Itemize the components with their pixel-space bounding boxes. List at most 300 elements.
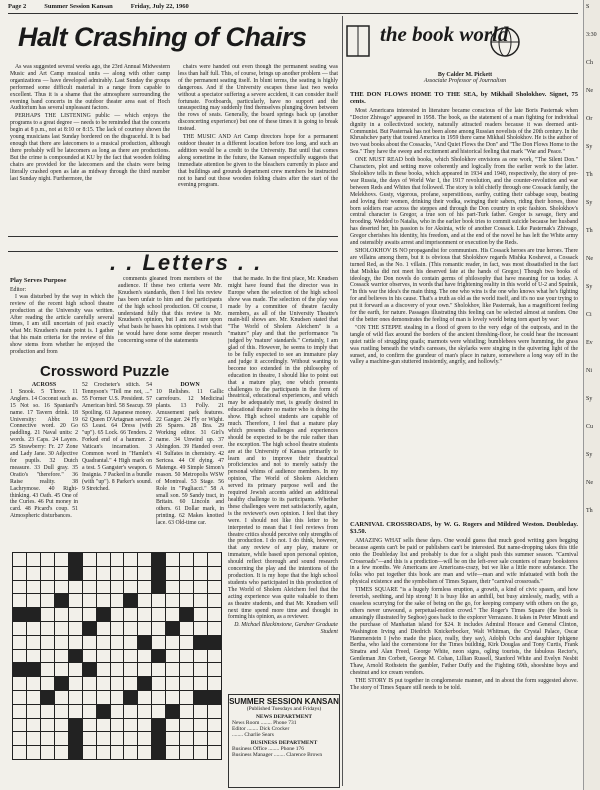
crossword-cell[interactable] bbox=[124, 636, 137, 649]
crossword-cell[interactable] bbox=[180, 636, 193, 649]
crossword-cell[interactable] bbox=[13, 567, 26, 580]
crossword-cell[interactable] bbox=[83, 567, 96, 580]
crossword-cell[interactable] bbox=[124, 581, 137, 594]
crossword-cell[interactable] bbox=[166, 677, 179, 690]
strip-fragment: Ch bbox=[586, 60, 594, 66]
paper-name: Summer Session Kansan bbox=[44, 3, 113, 10]
crossword-cell[interactable] bbox=[124, 705, 137, 718]
review-paragraph: AMAZING WHAT sells these days. One would guess that much good writing goes begging because agents can't be paid or publishers can't be interested. But name-dropping takes this title onto the Doubleday list and probably is due for a slight push this summer season. "Carnival Crossroads"—and this is a prediction—will be on the left-over sale counters of many bookstores in a few months. We Americans are Americans-crazy, but we like a little more substance. The folks who put together this book are man and wife—man and wife infatuated with both the physical existence and the symbolism of Times Square, their "carnival crossroads." bbox=[350, 537, 578, 586]
crossword-cell[interactable] bbox=[41, 636, 54, 649]
crossword-cell[interactable] bbox=[152, 691, 165, 704]
crossword-cell[interactable] bbox=[27, 719, 40, 732]
crossword-cell[interactable] bbox=[41, 677, 54, 690]
letters-title: Letters bbox=[142, 250, 230, 275]
crossword-cell[interactable] bbox=[83, 636, 96, 649]
crossword-cell[interactable] bbox=[180, 677, 193, 690]
letter-column-2 bbox=[118, 276, 222, 362]
crossword-cell[interactable] bbox=[152, 608, 165, 621]
strip-fragment: Sy bbox=[586, 396, 593, 402]
strip-fragment: Th bbox=[586, 508, 593, 514]
crossword-cell[interactable] bbox=[152, 636, 165, 649]
crossword-cell[interactable] bbox=[97, 732, 110, 745]
crossword-cell[interactable] bbox=[124, 553, 137, 566]
crossword-cell[interactable] bbox=[27, 691, 40, 704]
review-paragraph: SHOLOKHOV IS NO propagandist for communism. His Cossack heroes are true heroes. There are villains among them, but it is obvious that Sholokhov regards Mishka Koshevoi, a Cossack turned Red, as the No. 1 villain. (This romantic reader, in fact, was most dissatisfied in the fact that Mishka did not meet his deserved fate at the hands of Gregor.) Though two books of ideology, the Don novels do contain germs of philosophy that have meaning for us today. A Cossack warrior observes, in words that have frightening reality in this world of U-2 and Sputnik, "In this war the idea's the main thing. The one who wins is the one who knows what he's fighting for and believes in his cause. That's a truth as old as the world itself, and it's no use your trying to put it forward as a discovery of your own." Sholokhov, like Pasternak, has a magnificent feeling for the earth, for nature. Passages illustrating this feeling can be selected almost at random. One of the better ones demonstrates the feeling of man is lovely world being torn apart by war: bbox=[350, 247, 578, 323]
crossword-cell[interactable] bbox=[138, 705, 151, 718]
crossword-cell[interactable] bbox=[194, 581, 207, 594]
crossword-cell[interactable] bbox=[55, 650, 68, 663]
strip-fragment: Ne bbox=[586, 480, 593, 486]
crossword-cell[interactable] bbox=[111, 691, 124, 704]
crossword-cell bbox=[69, 553, 82, 566]
across-clues-text-2: 52 Crocheter's stitch. 54 Tennyson's "Tell me not, ..." 55 Former U.S. President. 57 American bird. 58 Seacup. 59 Spoiling. 61 Japanese money. 62 Queen D'Artagnan served. 63 Least. 64 Dress (with "up"). 65 Lock. 66 Tenders. 2 Forked end of a hammer. 2 Vatican's incarnation. 3 Common word in "Hamlet's Quadrantal." 4 High mark on a test. 5 Gangster's weapon. 6 Insignia. 7 Packed in a bundle (with "up"). 8 Parker's sound. 9 Stretched. bbox=[82, 382, 152, 492]
across-heading: ACROSS bbox=[31, 382, 57, 388]
crossword-cell[interactable] bbox=[83, 581, 96, 594]
book-review-2 bbox=[350, 520, 578, 786]
crossword-cell[interactable] bbox=[194, 677, 207, 690]
crossword-cell[interactable] bbox=[208, 608, 221, 621]
crossword-across-clues bbox=[10, 382, 78, 550]
crossword-cell bbox=[152, 746, 165, 759]
crossword-cell[interactable] bbox=[55, 705, 68, 718]
crossword-cell[interactable] bbox=[41, 719, 54, 732]
crossword-cell[interactable] bbox=[124, 677, 137, 690]
crossword-cell[interactable] bbox=[138, 732, 151, 745]
strip-fragment: S bbox=[586, 4, 590, 10]
strip-fragment: Sy bbox=[586, 452, 593, 458]
crossword-across-clues-2 bbox=[82, 382, 152, 550]
crossword-cell[interactable] bbox=[97, 567, 110, 580]
page-masthead bbox=[8, 3, 578, 13]
crossword-down-clues bbox=[156, 382, 224, 550]
crossword-cell[interactable] bbox=[138, 691, 151, 704]
crossword-cell[interactable] bbox=[194, 594, 207, 607]
crossword-cell bbox=[138, 636, 151, 649]
crossword-cell[interactable] bbox=[138, 650, 151, 663]
crossword-cell[interactable] bbox=[194, 650, 207, 663]
crossword-cell[interactable] bbox=[166, 691, 179, 704]
letter-paragraph: I was disturbed by the way in which the review of the recent high school theatre production at the University was written. After reading the article carefully several times, I am still uncertain of just exactly what Mr. Knudsen's main point is. I gather that his main criteria for the review of this show stems from whether he enjoyed the production and from bbox=[10, 293, 114, 356]
crossword-cell bbox=[166, 622, 179, 635]
crossword-cell[interactable] bbox=[124, 719, 137, 732]
crossword-cell bbox=[13, 663, 26, 676]
crossword-cell[interactable] bbox=[13, 553, 26, 566]
crossword-cell[interactable] bbox=[194, 622, 207, 635]
crossword-cell bbox=[55, 677, 68, 690]
crossword-cell[interactable] bbox=[55, 622, 68, 635]
crossword-cell bbox=[180, 608, 193, 621]
letter-paragraph: comments gleaned from members of the audience. If these two criteria were Mr. Knudsen's standards, then I feel his review has been unfair to him and the participants of the high school production. Of course, I understand fully that this review is Mr. Knudsen's opinion, but I am not sure upon what basis he bases his opinions. I wish that he would have done some deeper research concerning some of the statements bbox=[118, 276, 222, 345]
crossword-cell[interactable] bbox=[180, 581, 193, 594]
book-review-1 bbox=[350, 90, 578, 518]
crossword-cell[interactable] bbox=[138, 581, 151, 594]
letter-paragraph: that he made. In the first place, Mr. Knudsen might have found that the director was in Europe when the selection of the high school show was made. The selection of the play was made by a committee of theatre faculty members, as all of the University Theatre's main-bill shows are. Mr. Knudsen stated that "The World of Sholem Aleichem" is a "mature" play and that the performance "is judged by 'mature' standards." Certainly, I am glad of this. However, he seems to imply that to be fully expected to see an immature play and judge it accordingly. Without wanting to become too extended in the philosophy of education in theatre, I should like to point out that a mature play, one which presents challenges to the participants in the form of theatrical, educational experiences, and which may be adequately met, is greatly desired in educational theatre no matter who is doing the show. High school students are capable of much. Therefore, I feel that a mature play which presents challenges and experiences should be expected to be the rule rather than the exception. The high school theatre students are at the University of Kansas primarily to learn and to improve their theatrical proficiencies and not to merely satisfy the personal whims of audience members. In my opinion, The World of Sholem Aleichem served its primary purpose well and the required Jewish accents added an additional healthy challenge to its participants. Whether these challenges were met satisfactorily, again, is the reviewer's own opinion. I feel that they were. I should not like this letter to be interpreted to mean that I feel reviews from theatre critics should perceive only strengths of the production. I do not. I do think, however, that any review of any play, mature or immature, while based upon personal opinion, should reflect thorough and sound research concerning the play and the intentions of the production. It is my hope that the high school students who participated in this production of The World of Sholem Aleichem feel that the acting experience was quite valuable to them as theatre students, and that Mr. Knudsen will next time spend more time and thought in forming his opinion, as a reviewer. bbox=[228, 276, 338, 621]
crossword-cell[interactable] bbox=[27, 581, 40, 594]
crossword-cell[interactable] bbox=[41, 581, 54, 594]
crossword-cell bbox=[97, 705, 110, 718]
crossword-cell[interactable] bbox=[97, 691, 110, 704]
issue-date: Friday, July 22, 1960 bbox=[130, 3, 189, 10]
crossword-cell[interactable] bbox=[111, 594, 124, 607]
crossword-cell[interactable] bbox=[27, 553, 40, 566]
crossword-cell[interactable] bbox=[55, 732, 68, 745]
crossword-cell[interactable] bbox=[124, 746, 137, 759]
crossword-cell[interactable] bbox=[166, 746, 179, 759]
crossword-cell[interactable] bbox=[138, 594, 151, 607]
strip-fragment: Th bbox=[586, 172, 593, 178]
crossword-cell[interactable] bbox=[13, 691, 26, 704]
crossword-cell[interactable] bbox=[55, 636, 68, 649]
crossword-cell[interactable] bbox=[83, 691, 96, 704]
crossword-cell[interactable] bbox=[111, 677, 124, 690]
crossword-cell[interactable] bbox=[208, 719, 221, 732]
crossword-cell[interactable] bbox=[194, 663, 207, 676]
crossword-cell[interactable] bbox=[41, 663, 54, 676]
crossword-cell[interactable] bbox=[208, 581, 221, 594]
crossword-cell bbox=[152, 719, 165, 732]
crossword-cell[interactable] bbox=[27, 594, 40, 607]
crossword-cell bbox=[152, 567, 165, 580]
crossword-cell[interactable] bbox=[41, 705, 54, 718]
strip-fragment: Sy bbox=[586, 200, 593, 206]
crossword-cell[interactable] bbox=[194, 608, 207, 621]
crossword-cell[interactable] bbox=[166, 636, 179, 649]
crossword-cell[interactable] bbox=[180, 746, 193, 759]
news-dept-row: Editor ........ Dick Crocker bbox=[232, 726, 290, 732]
crossword-cell bbox=[152, 581, 165, 594]
crossword-cell[interactable] bbox=[180, 567, 193, 580]
crossword-cell[interactable] bbox=[41, 567, 54, 580]
crossword-cell[interactable] bbox=[111, 581, 124, 594]
crossword-cell bbox=[55, 594, 68, 607]
crossword-cell[interactable] bbox=[180, 663, 193, 676]
crossword-cell[interactable] bbox=[111, 719, 124, 732]
page-number: Page 2 bbox=[8, 3, 27, 10]
crossword-cell[interactable] bbox=[194, 705, 207, 718]
crossword-cell[interactable] bbox=[138, 608, 151, 621]
news-dept-row: News Room ........ Phone 731 bbox=[232, 720, 297, 726]
crossword-cell[interactable] bbox=[13, 705, 26, 718]
crossword-cell[interactable] bbox=[194, 567, 207, 580]
crossword-cell[interactable] bbox=[138, 567, 151, 580]
editorial-paragraph: PERHAPS THE LISTENING public — which enjoys the programs to a great degree — needs to be reminded that the concerts begin at 8 p.m., not at 8:10 or 8:15. The lack of courtesy shown the young musicians last Sunday bordered on the disgraceful. It is bad enough that there are latecomers to a musical production, although there probably will be latecomers as long as there are productions. But the crime is compounded at KU by the fact that wooden folding chairs are provided for the latecomers and the chairs were being literally crashed open as late as midway through the third number last Sunday night. Furthermore, the bbox=[10, 113, 170, 182]
crossword-cell[interactable] bbox=[41, 594, 54, 607]
crossword-cell[interactable] bbox=[83, 608, 96, 621]
crossword-cell[interactable] bbox=[97, 636, 110, 649]
crossword-cell[interactable] bbox=[180, 691, 193, 704]
crossword-cell[interactable] bbox=[180, 719, 193, 732]
crossword-cell[interactable] bbox=[111, 608, 124, 621]
top-rule bbox=[8, 13, 578, 14]
kansan-subtitle: (Published Tuesdays and Fridays) bbox=[246, 706, 322, 712]
adjacent-page-strip bbox=[583, 0, 600, 790]
review-paragraph: ONE MUST READ both books, which Sholokhov envisions as one work, "The Silent Don." Characters, plot and setting move coherently and logically from the earlier work to the latter. Sholokhov tells in these books, which appeared in 1934 and 1940, respectively, the story of pre-war Russia, the days of World War I, the 1917 revolution, and the counter-revolution and war between Reds and Whites that followed. The story is told chiefly through one Cossack family, the Melekhovs. Gusty, vigorous, profane, superstitious, earthy, cutting their cabbage soup, beating and loving their women, drinking their vodka, swinging their sabers, riding their horses, these born soldiers roar across the steppes and through the Don country in epic fashion. Sholokhov's central character is Gregor, a true son of his part-Turk father. Gregor is savage, fiery and brooding. Wedded to Natalia, who in the earlier book tries to commit suicide because her husband has deserted her, his passion is for Aksinia, wife of another Cossack. Like Pasternak's Zhivago, Gregor cherishes his identity, his freedom, and at the end of the novel he has left the White army and ostensibly awaits arrest and imprisonment or execution by the Reds. bbox=[350, 157, 578, 247]
crossword-cell[interactable] bbox=[124, 732, 137, 745]
crossword-cell[interactable] bbox=[27, 705, 40, 718]
strip-fragment: Ne bbox=[586, 88, 593, 94]
crossword-cell[interactable] bbox=[55, 567, 68, 580]
crossword-cell[interactable] bbox=[13, 650, 26, 663]
crossword-cell bbox=[69, 746, 82, 759]
crossword-cell[interactable] bbox=[83, 553, 96, 566]
crossword-cell[interactable] bbox=[97, 663, 110, 676]
crossword-cell[interactable] bbox=[111, 636, 124, 649]
biz-dept-row: Business Office ........ Phone 176 bbox=[232, 746, 305, 752]
strip-fragment: Sy bbox=[586, 144, 593, 150]
review-1-title: THE DON FLOWS HOME TO THE SEA, by Mikhail Sholokhov. Signet, 75 cents. bbox=[350, 91, 578, 105]
crossword-cell[interactable] bbox=[83, 705, 96, 718]
kansan-title: SUMMER SESSION KANSAN bbox=[229, 697, 339, 706]
strip-fragment: Or bbox=[586, 116, 593, 122]
crossword-cell[interactable] bbox=[111, 567, 124, 580]
crossword-cell[interactable] bbox=[138, 746, 151, 759]
crossword-cell[interactable] bbox=[27, 732, 40, 745]
crossword-cell[interactable] bbox=[13, 636, 26, 649]
crossword-cell[interactable] bbox=[55, 553, 68, 566]
crossword-cell[interactable] bbox=[27, 650, 40, 663]
crossword-cell[interactable] bbox=[97, 553, 110, 566]
crossword-cell[interactable] bbox=[208, 567, 221, 580]
crossword-cell[interactable] bbox=[83, 677, 96, 690]
crossword-cell[interactable] bbox=[180, 732, 193, 745]
review-2-title: CARNIVAL CROSSROADS, by W. G. Rogers and Mildred Weston. Doubleday. $3.50. bbox=[350, 521, 578, 535]
crossword-cell[interactable] bbox=[27, 677, 40, 690]
strip-fragment: 3:30 bbox=[586, 32, 597, 38]
crossword-cell[interactable] bbox=[194, 553, 207, 566]
crossword-cell[interactable] bbox=[111, 650, 124, 663]
crossword-cell[interactable] bbox=[41, 553, 54, 566]
crossword-cell bbox=[194, 691, 207, 704]
editorial-paragraph: As was suggested several weeks ago, the 23rd Annual Midwestern Music and Art Camp musical units — along with other camp organizations — have developed admirably. Last Sunday the groups performed some difficult material in a range from capable to excellent. Thus it is a shame that the atmosphere surrounding the evening band concerts in the outdoor theater area east of Hoch Auditorium has several unpleasant factors. bbox=[10, 64, 170, 112]
crossword-cell[interactable] bbox=[83, 594, 96, 607]
crossword-cell[interactable] bbox=[152, 594, 165, 607]
review-paragraph: THE STORY IS put together in conglomerate manner, and in about the form suggested above. The story of Times Square still needs to be told. bbox=[350, 677, 578, 691]
crossword-cell[interactable] bbox=[208, 663, 221, 676]
crossword-cell[interactable] bbox=[27, 622, 40, 635]
crossword-cell[interactable] bbox=[97, 719, 110, 732]
crossword-cell[interactable] bbox=[208, 622, 221, 635]
crossword-cell[interactable] bbox=[111, 663, 124, 676]
crossword-cell[interactable] bbox=[41, 732, 54, 745]
crossword-cell[interactable] bbox=[69, 691, 82, 704]
letters-heading: . . Letters . . bbox=[110, 250, 263, 275]
strip-fragment: Cu bbox=[586, 424, 594, 430]
crossword-cell[interactable] bbox=[69, 705, 82, 718]
crossword-cell[interactable] bbox=[69, 622, 82, 635]
crossword-cell[interactable] bbox=[166, 608, 179, 621]
crossword-cell[interactable] bbox=[55, 608, 68, 621]
review-paragraph: TIMES SQUARE "is a hugely formless eruption, a growth, a kind of civic spasm, and how feverish, seething, and hip strong! It is busy like an anthill, but busy aimlessly, madly, with a ceaseless scurrying for the sake of being on the go, for keeping company with others on the go, others never unwound, a perpetual-motion crowd." The Roger's Times Square (the book is amusingly illustrated by Segboe) goes back to the explorer Verrazano. It takes in Peter Minuit and the purchase of Manhattan island for $24. It includes Admiral Horace and General Clinton, Washington Irving and Diedrich Knickerbocker, Walt Whitman, the Crystal Palace, Oscar Hammerstein I (who made the place, really, they say), Adolph Ochs and daughter Iphigene Bertha, who laid the cornerstone for the Times building, Kirk Douglas and Tony Curtis, Frank Sinatra and Alan Freed, George White, neon signs, ogling tourists, the fabulous Rector's, Gentleman Jim Corbett, George M. Cohan, Lillian Russell, Stanford White and Evelyn Nesbit Thaw, Arnold Rothstein the gambler, Father Duffy and the Fighting 69th, shoeshine boys and chestnut and ice cream vendors. bbox=[350, 587, 578, 677]
strip-fragment: Ni bbox=[586, 368, 592, 374]
crossword-cell[interactable] bbox=[124, 663, 137, 676]
crossword-cell[interactable] bbox=[27, 636, 40, 649]
crossword-cell[interactable] bbox=[69, 663, 82, 676]
crossword-cell[interactable] bbox=[55, 663, 68, 676]
crossword-cell[interactable] bbox=[69, 608, 82, 621]
strip-fragment: Sy bbox=[586, 284, 593, 290]
crossword-cell bbox=[166, 705, 179, 718]
news-dept-heading: NEWS DEPARTMENT bbox=[255, 714, 313, 720]
crossword-cell[interactable] bbox=[97, 746, 110, 759]
byline-name: By Calder M. Pickett bbox=[437, 72, 493, 78]
crossword-cell[interactable] bbox=[83, 650, 96, 663]
editorial-paragraph: chairs were handed out even though the permanent seating was less than half full. This, of course, brings up another problem — that of the permanent seating itself. In blunt terms, the seating is highly dangerous. And if the University escapes these last two weeks without a spectator suffering a severe accident, it can consider itself fortunate. Footboards, particularly, have no support and the unsuspecting may suddenly find themselves plunging down between the rows of seats. Generally, the board springs back up (another disconcerting experience) but one of these times it is going to break instead. bbox=[178, 64, 338, 133]
crossword-cell[interactable] bbox=[152, 622, 165, 635]
crossword-cell bbox=[27, 608, 40, 621]
crossword-cell[interactable] bbox=[41, 608, 54, 621]
book-byline bbox=[390, 72, 540, 84]
crossword-cell[interactable] bbox=[13, 719, 26, 732]
crossword-cell[interactable] bbox=[208, 594, 221, 607]
crossword-cell[interactable] bbox=[97, 622, 110, 635]
across-clues-text: 1 Snook. 5 Throw. 11 Anglers. 14 Coconut such as. 15 Not so. 16 Spaniard's name. 17 Tavern drink. 18 University: Abbr. 19 Connective word. 20 Go paddling. 21 Naval units: 2 words. 23 Caps. 24 Layers. 25 Strawberry: Fr. 27 Zone and Lady Jane. 30 Adjective for pupils. 32 Dutch measure. 33 Dull gray. 35 Oratio's "therefore." 36 Raise reality. 38 Lachrymose. 40 Right-thinking. 43 Oath. 45 One of the Curies. 46 Put money in card. 48 Picard's coup. 51 Atmospheric disturbances. bbox=[10, 388, 78, 520]
crossword-cell[interactable] bbox=[97, 581, 110, 594]
crossword-cell[interactable] bbox=[180, 705, 193, 718]
crossword-cell[interactable] bbox=[97, 677, 110, 690]
biz-dept-row: Business Manager ........ Clarence Brown bbox=[232, 752, 323, 758]
crossword-cell[interactable] bbox=[152, 677, 165, 690]
crossword-cell bbox=[152, 732, 165, 745]
crossword-cell[interactable] bbox=[166, 650, 179, 663]
crossword-cell bbox=[13, 608, 26, 621]
letter-heading: Play Serves Purpose bbox=[10, 277, 67, 284]
crossword-cell bbox=[41, 691, 54, 704]
column-divider bbox=[342, 16, 343, 786]
crossword-cell[interactable] bbox=[124, 608, 137, 621]
crossword-cell[interactable] bbox=[13, 677, 26, 690]
crossword-cell[interactable] bbox=[194, 746, 207, 759]
crossword-cell[interactable] bbox=[97, 650, 110, 663]
strip-fragment: Ci bbox=[586, 312, 592, 318]
crossword-cell[interactable] bbox=[13, 622, 26, 635]
biz-dept-heading: BUSINESS DEPARTMENT bbox=[250, 740, 318, 746]
crossword-cell bbox=[138, 677, 151, 690]
crossword-cell[interactable] bbox=[55, 719, 68, 732]
crossword-cell[interactable] bbox=[180, 650, 193, 663]
crossword-cell[interactable] bbox=[124, 650, 137, 663]
crossword-cell[interactable] bbox=[111, 732, 124, 745]
crossword-cell bbox=[83, 622, 96, 635]
letter-signature: D. Michael Blackinstone, Gardner Graduate Student bbox=[234, 622, 338, 636]
crossword-cell[interactable] bbox=[13, 746, 26, 759]
crossword-cell[interactable] bbox=[166, 567, 179, 580]
crossword-cell[interactable] bbox=[41, 650, 54, 663]
crossword-cell[interactable] bbox=[83, 746, 96, 759]
crossword-title: Crossword Puzzle bbox=[40, 363, 170, 380]
crossword-cell[interactable] bbox=[124, 622, 137, 635]
crossword-cell[interactable] bbox=[194, 719, 207, 732]
crossword-cell bbox=[27, 663, 40, 676]
crossword-cell[interactable] bbox=[111, 705, 124, 718]
crossword-cell[interactable] bbox=[41, 622, 54, 635]
crossword-cell bbox=[152, 553, 165, 566]
down-clues-text: 10 Relishes. 11 Gallic carrefours. 12 Medicinal plants. 13 Folly. 21 Amusement park features. 22 Ganger. 24 Fly or Wight. 26 Spares. 28 Bra. 29 Working editor. 31 Girl's name. 34 Unwind up. 37 Abingdon. 39 Handed over. 41 Sulfates in chemistry. 42 Sericea. 44 Of dying. 47 Matenge. 49 Simple Simon's reason. 50 Metropolis WSW of Montreal. 53 Stage. 56 Role in "Pagliacci." 58 A small son. 59 Sandy tract, in Britain. 60 Lincoln and others. 61 Dollar mark, in printing. 62 Makes knotted lace. 63 Old-time car. bbox=[156, 388, 224, 527]
crossword-cell bbox=[124, 691, 137, 704]
review-paragraph: Most Americans interested in literature became conscious of the late Boris Pasternak when "Doctor Zhivago" appeared in 1958. The book, as the statement of a man fighting for individual dignity in a collectivized society, naturally attracted readers because it was deemed anti-Communist. But Pasternak has not been alone among Russian novelists of the 20th century. In the Khrushchev party that toured America in 1959 there came Mikhail Sholokhov. He is the author of two vast books about the Cossacks, "And Quiet Flows the Don" and "The Don Flows Home to the Sea." They have the sweep and excitement and historical feeling that mark "War and Peace." bbox=[350, 107, 578, 156]
editorial-paragraph: THE MUSIC AND Art Camp directors hope for a permanent outdoor theater in a different location before too long, and such an addition would be a credit to the University. But until that comes along sometime in the future, the Kansan respectfully suggests that immediate attention be given to the bleachers currently in place and that buildings and grounds department crew members be instructed not to hand out those wooden folding chairs after the start of the evening program. bbox=[178, 134, 338, 189]
crossword-cell[interactable] bbox=[97, 594, 110, 607]
crossword-cell bbox=[69, 719, 82, 732]
crossword-cell[interactable] bbox=[208, 677, 221, 690]
crossword-cell[interactable] bbox=[180, 622, 193, 635]
strip-fragment: Ne bbox=[586, 256, 593, 262]
crossword-cell[interactable] bbox=[138, 622, 151, 635]
crossword-grid[interactable] bbox=[12, 552, 222, 760]
letter-column-3 bbox=[228, 276, 338, 688]
crossword-cell[interactable] bbox=[166, 663, 179, 676]
crossword-cell[interactable] bbox=[55, 581, 68, 594]
crossword-cell[interactable] bbox=[166, 719, 179, 732]
crossword-cell[interactable] bbox=[166, 732, 179, 745]
book-world-title: the book world bbox=[380, 22, 509, 46]
crossword-cell[interactable] bbox=[111, 746, 124, 759]
crossword-cell[interactable] bbox=[27, 567, 40, 580]
crossword-cell bbox=[97, 608, 110, 621]
editorial-headline: Halt Crashing of Chairs bbox=[18, 22, 307, 52]
crossword-cell[interactable] bbox=[124, 567, 137, 580]
crossword-cell[interactable] bbox=[83, 732, 96, 745]
crossword-cell[interactable] bbox=[194, 732, 207, 745]
crossword-cell[interactable] bbox=[83, 719, 96, 732]
crossword-cell bbox=[69, 567, 82, 580]
crossword-cell bbox=[69, 732, 82, 745]
crossword-cell bbox=[124, 594, 137, 607]
crossword-cell[interactable] bbox=[55, 746, 68, 759]
news-dept-row: ........ Charlie Sears bbox=[232, 732, 274, 738]
crossword-cell bbox=[208, 691, 221, 704]
crossword-cell bbox=[208, 636, 221, 649]
crossword-cell[interactable] bbox=[27, 746, 40, 759]
review-paragraph: "ON THE STEPPE stealing in a flood of green to the very edge of the outposts, and in the tangle of wild flax around the borders of the ancient threshing-floor, he could hear the incessant quiet rattle of struggling quails; marmots were whistling; bumblebees were humming, the grass was rustling beneath the wind's caresses, the skylarks were singing in the quivering light of the sunset, and, to confirm the grandeur of man's place in nature, somewhere a long way off in the valley a machine-gun stuttered insistently, angrily, and hollowly." bbox=[350, 324, 578, 366]
crossword-cell[interactable] bbox=[41, 746, 54, 759]
crossword-cell[interactable] bbox=[180, 594, 193, 607]
crossword-cell[interactable] bbox=[180, 553, 193, 566]
crossword-cell[interactable] bbox=[166, 553, 179, 566]
crossword-cell[interactable] bbox=[111, 622, 124, 635]
crossword-cell[interactable] bbox=[69, 581, 82, 594]
crossword-cell bbox=[69, 650, 82, 663]
byline-title: Associate Professor of Journalism bbox=[423, 78, 507, 84]
crossword-cell[interactable] bbox=[152, 663, 165, 676]
strip-fragment: Ev bbox=[586, 340, 593, 346]
letter-salutation: Editor: bbox=[10, 286, 27, 293]
crossword-cell[interactable] bbox=[111, 553, 124, 566]
crossword-cell bbox=[152, 650, 165, 663]
crossword-cell[interactable] bbox=[13, 594, 26, 607]
strip-fragment: Th bbox=[586, 228, 593, 234]
crossword-cell[interactable] bbox=[208, 553, 221, 566]
crossword-cell[interactable] bbox=[166, 581, 179, 594]
crossword-cell[interactable] bbox=[13, 732, 26, 745]
crossword-cell[interactable] bbox=[208, 732, 221, 745]
crossword-cell[interactable] bbox=[152, 705, 165, 718]
crossword-cell[interactable] bbox=[138, 719, 151, 732]
crossword-cell[interactable] bbox=[13, 581, 26, 594]
crossword-cell[interactable] bbox=[208, 746, 221, 759]
crossword-cell bbox=[194, 636, 207, 649]
crossword-cell[interactable] bbox=[69, 677, 82, 690]
letter-column-1 bbox=[10, 276, 114, 362]
crossword-cell[interactable] bbox=[166, 594, 179, 607]
crossword-cell[interactable] bbox=[55, 691, 68, 704]
crossword-cell[interactable] bbox=[69, 594, 82, 607]
crossword-cell[interactable] bbox=[208, 650, 221, 663]
kansan-staff-box bbox=[228, 694, 340, 788]
crossword-cell[interactable] bbox=[208, 705, 221, 718]
crossword-cell[interactable] bbox=[138, 663, 151, 676]
crossword-cell[interactable] bbox=[69, 636, 82, 649]
crossword-cell[interactable] bbox=[138, 553, 151, 566]
